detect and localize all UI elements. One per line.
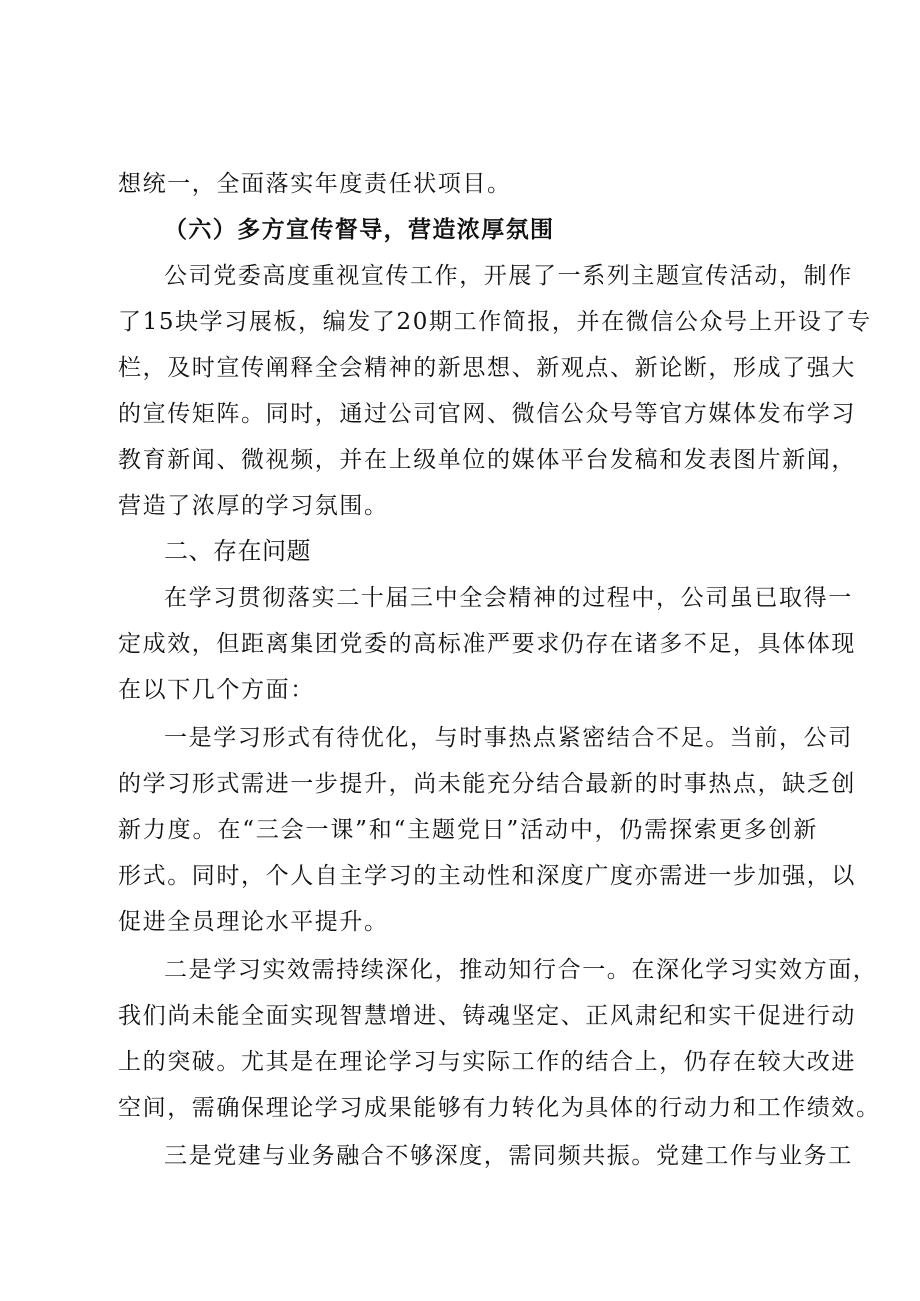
paragraph-line: 想统一，全面落实年度责任状项目。 bbox=[118, 171, 512, 197]
paragraph-line: 促进全员理论水平提升。 bbox=[118, 909, 389, 935]
paragraph-line: 形式。同时，个人自主学习的主动性和深度广度亦需进一步加强，以 bbox=[118, 863, 856, 889]
paragraph-line: 在学习贯彻落实二十届三中全会精神的过程中，公司虽已取得一 bbox=[164, 585, 853, 611]
paragraph-line: 空间，需确保理论学习成果能够有力转化为具体的行动力和工作绩效。 bbox=[118, 1095, 881, 1121]
paragraph-line: 我们尚未能全面实现智慧增进、铸魂坚定、正风肃纪和实干促进行动 bbox=[118, 1003, 856, 1029]
paragraph-line: 栏，及时宣传阐释全会精神的新思想、新观点、新论断，形成了强大 bbox=[118, 355, 856, 381]
paragraph-line: 新力度。在“三会一课”和“主题党日”活动中，仍需探索更多创新 bbox=[118, 817, 818, 843]
paragraph-line: 一是学习形式有待优化，与时事热点紧密结合不足。当前，公司 bbox=[164, 725, 853, 751]
paragraph-line: 的学习形式需进一步提升，尚未能充分结合最新的时事热点，缺乏创 bbox=[118, 771, 856, 797]
paragraph-line: 三是党建与业务融合不够深度，需同频共振。党建工作与业务工 bbox=[164, 1143, 853, 1169]
paragraph-line: 的宣传矩阵。同时，通过公司官网、微信公众号等官方媒体发布学习 bbox=[118, 401, 856, 427]
paragraph-line: 教育新闻、微视频，并在上级单位的媒体平台发稿和发表图片新闻， bbox=[118, 447, 856, 473]
paragraph-line: 营造了浓厚的学习氛围。 bbox=[118, 493, 389, 519]
subsection-heading: （六）多方宣传督导，营造浓厚氛围 bbox=[164, 216, 555, 243]
section-heading: 二、存在问题 bbox=[164, 537, 311, 565]
paragraph-line: 定成效，但距离集团党委的高标准严要求仍存在诸多不足，具体体现 bbox=[118, 631, 856, 657]
paragraph-line: 二是学习实效需持续深化，推动知行合一。在深化学习实效方面， bbox=[164, 957, 878, 983]
paragraph-line: 在以下几个方面： bbox=[118, 677, 315, 703]
paragraph-line: 上的突破。尤其是在理论学习与实际工作的结合上，仍存在较大改进 bbox=[118, 1049, 856, 1075]
paragraph-line: 了15块学习展板，编发了20期工作简报，并在微信公众号上开设了专 bbox=[118, 309, 872, 335]
paragraph-line: 公司党委高度重视宣传工作，开展了一系列主题宣传活动，制作 bbox=[164, 263, 853, 289]
